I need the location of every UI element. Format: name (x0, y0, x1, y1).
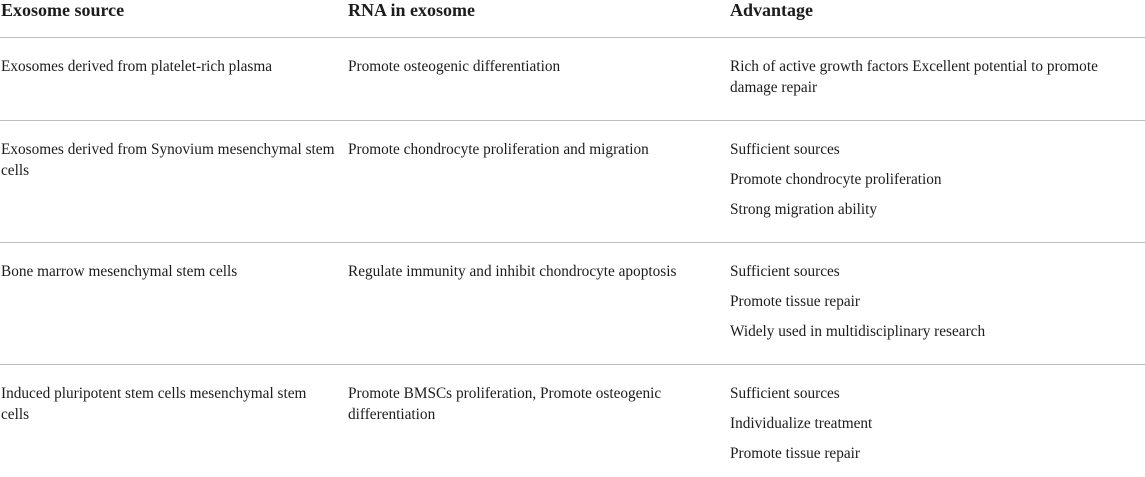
advantage-list (730, 261, 1142, 342)
advantage-cell (730, 56, 1142, 98)
advantage-cell (730, 383, 1142, 464)
advantage-item: Individualize treatment (730, 415, 873, 432)
header-rna-in-exosome: RNA in exosome (348, 0, 475, 20)
rna-cell: Promote chondrocyte proliferation and migration (348, 141, 649, 158)
rna-cell: Promote BMSCs proliferation, Promote osteogenic differentiation (348, 385, 662, 423)
advantage-item: Widely used in multidisciplinary research (730, 323, 986, 340)
exosome-source-cell: Induced pluripotent stem cells mesenchymal stem cells (1, 385, 307, 423)
table-row (0, 38, 1145, 121)
table-row (0, 121, 1145, 243)
advantage-item: Rich of active growth factors Excellent potential to promote damage repair (730, 58, 1098, 96)
table-row (0, 365, 1145, 477)
table-row (0, 243, 1145, 365)
exosome-source-cell: Exosomes derived from Synovium mesenchymal stem cells (1, 141, 335, 179)
advantage-item: Sufficient sources (730, 385, 840, 402)
advantage-list (730, 383, 1142, 464)
advantage-list (730, 139, 1142, 220)
advantage-item: Sufficient sources (730, 141, 840, 158)
header-advantage: Advantage (730, 0, 814, 20)
table-header-row (0, 0, 1145, 38)
rna-cell: Promote osteogenic differentiation (348, 58, 561, 75)
advantage-item: Promote tissue repair (730, 445, 860, 462)
advantage-list (730, 56, 1142, 98)
advantage-item: Strong migration ability (730, 201, 878, 218)
exosome-source-cell: Bone marrow mesenchymal stem cells (1, 263, 238, 280)
advantage-cell (730, 261, 1142, 342)
rna-cell: Regulate immunity and inhibit chondrocyte apoptosis (348, 263, 677, 280)
header-exosome-source: Exosome source (1, 0, 125, 20)
advantage-item: Promote chondrocyte proliferation (730, 171, 942, 188)
advantage-item: Sufficient sources (730, 263, 840, 280)
advantage-cell (730, 139, 1142, 220)
exosome-source-cell: Exosomes derived from platelet-rich plasma (1, 58, 273, 75)
advantage-item: Promote tissue repair (730, 293, 860, 310)
